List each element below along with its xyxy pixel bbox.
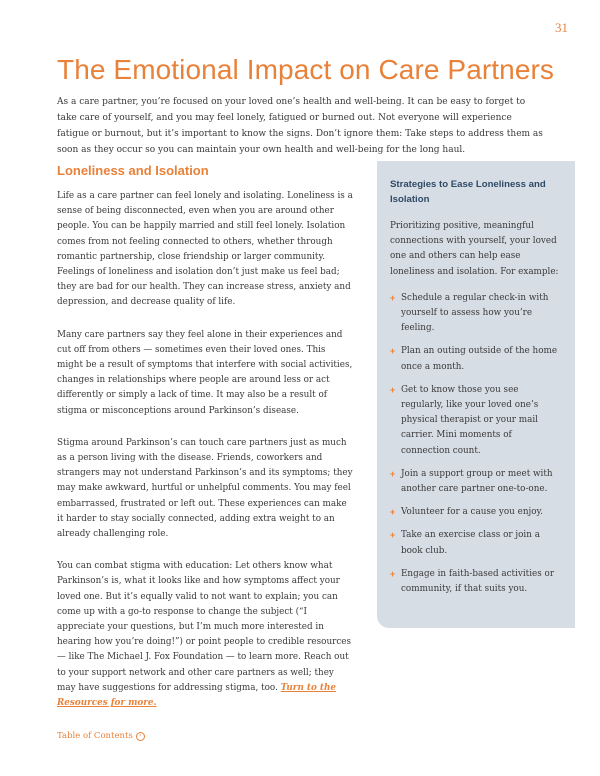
sidebar-title: Strategies to Ease Loneliness and Isolation <box>390 179 546 205</box>
list-item <box>390 528 561 558</box>
resources-link[interactable]: Turn to the Resources for more. <box>57 682 336 709</box>
plus-icon: + <box>390 384 396 395</box>
body-paragraph: Stigma around Parkinson’s can touch care partners just as much as a person living with the disease. Friends, coworkers and strangers may not understand Parkinson’s and its symptoms; they may make awkward, hurtful or unhelpful comments. You may feel embarrassed, frustrated or left out. These experiences can make it harder to stay socially connected, adding extra weight to an already challenging role. <box>57 437 353 540</box>
table-of-contents-link[interactable] <box>57 731 145 741</box>
body-paragraph-last <box>57 559 353 711</box>
list-item-text: Engage in faith-based activities or community, if that suits you. <box>401 568 555 595</box>
section-heading: Loneliness and Isolation <box>57 163 209 178</box>
list-item <box>390 291 561 337</box>
arrow-circle-icon: › <box>136 732 145 741</box>
list-item-text: Plan an outing outside of the home once a month. <box>401 346 558 372</box>
strategies-sidebar <box>377 161 575 628</box>
body-paragraph-text: You can combat stigma with education: Let others know what Parkinson’s is, what it looks like and how symptoms affect your loved one. But it’s equally valid to not want to explain; you can come up with a go-to response to change the subject (“I appreciate your questions, but I’m much more interested in hearing how you’re doing!”) or point people to credible resources — like The Michael J. Fox Foundation — to learn more. Reach out to your support network and other care partners as well; they may have suggestions for addressing stigma, too. <box>57 561 351 693</box>
body-paragraph: Many care partners say they feel alone in their experiences and cut off from others — sometimes even their loved ones. This might be a result of symptoms that interfere with social activities, changes in relationships where people are around less or act differently or simply a lack of time. It may also be a result of stigma or misconceptions around Parkinson’s disease. <box>57 329 353 416</box>
page-number: 31 <box>555 20 568 35</box>
main-column <box>57 189 353 728</box>
plus-icon: + <box>390 468 396 479</box>
toc-label: Table of Contents <box>57 731 133 741</box>
list-item <box>390 344 561 374</box>
list-item <box>390 383 561 459</box>
plus-icon: + <box>390 346 396 357</box>
body-paragraph: Life as a care partner can feel lonely and isolating. Loneliness is a sense of being disconnected, even when you are around other people. You can be happily married and still feel lonely. Isolation comes from not feeling connected to others, whether through romantic partnership, close friendship or larger community. Feelings of loneliness and isolation don’t just make us feel bad; they are bad for our health. They can increase stress, anxiety and depression, and decrease quality of life. <box>57 191 353 308</box>
list-item-text: Volunteer for a cause you enjoy. <box>401 507 544 518</box>
list-item-text: Take an exercise class or join a book club. <box>401 530 540 556</box>
plus-icon: + <box>390 507 396 518</box>
page-title: The Emotional Impact on Care Partners <box>57 54 555 85</box>
sidebar-intro: Prioritizing positive, meaningful connections with yourself, your loved one and others can help ease loneliness and isolation. For example: <box>390 221 559 277</box>
list-item <box>390 505 561 520</box>
plus-icon: + <box>390 292 396 303</box>
intro-paragraph: As a care partner, you’re focused on your loved one’s health and well-being. It can be easy to forget to take care of yourself, and you may feel lonely, fatigued or burned out. Not everyone will experience fatigue or burnout, but it’s important to know the signs. Don’t ignore them: Take steps to address them as soon as they occur so you can maintain your own health and well-being for the long haul. <box>57 97 543 155</box>
list-item <box>390 567 561 597</box>
strategy-list <box>390 291 561 597</box>
plus-icon: + <box>390 530 396 541</box>
list-item-text: Get to know those you see regularly, like your loved one’s physical therapist or your mail carrier. Mini moments of connection count. <box>401 384 539 456</box>
list-item <box>390 467 561 497</box>
plus-icon: + <box>390 568 396 579</box>
list-item-text: Schedule a regular check-in with yourself to assess how you’re feeling. <box>401 292 549 334</box>
list-item-text: Join a support group or meet with another care partner one-to-one. <box>401 468 553 495</box>
